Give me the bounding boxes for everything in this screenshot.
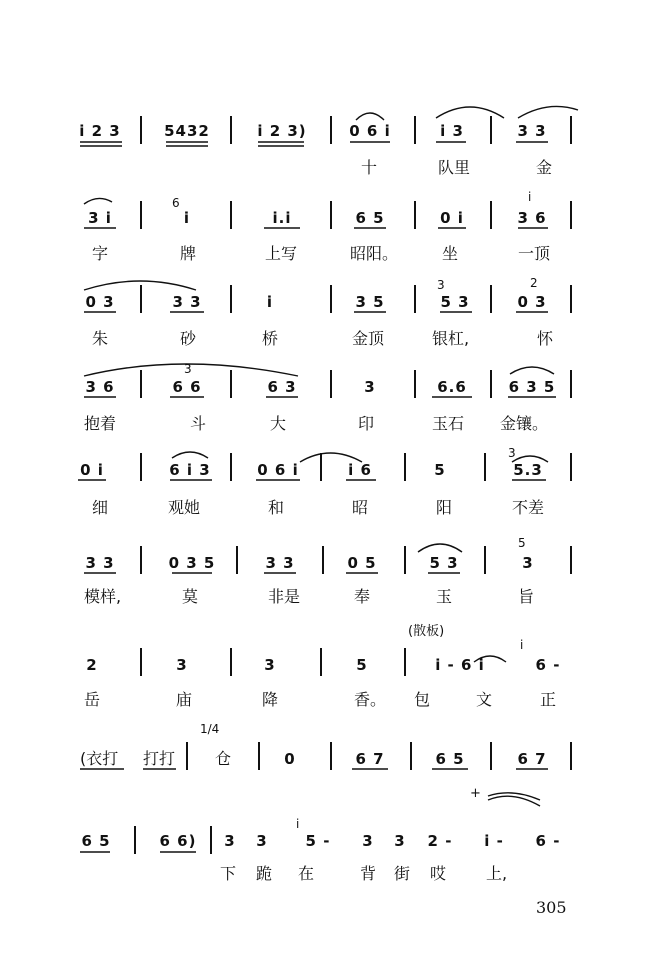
- note-group: 3: [394, 832, 406, 850]
- note-group: 6 7: [517, 750, 547, 768]
- note-group: 0 3: [517, 293, 547, 311]
- note-group: 3 3: [172, 293, 202, 311]
- note-group: 5 -: [305, 832, 331, 850]
- note-group: 0 6 i: [349, 122, 391, 140]
- lyric: 背: [360, 864, 377, 883]
- lyric: 细: [92, 498, 109, 517]
- lyric: 跪: [256, 864, 273, 883]
- note-group: 3 3: [517, 122, 547, 140]
- bar-line: [140, 116, 142, 144]
- lyric: 上写: [265, 244, 298, 263]
- page-number: 305: [536, 898, 567, 917]
- bar-line: [570, 116, 572, 144]
- note-group: 5 3: [429, 554, 459, 572]
- lyric: 包: [414, 690, 431, 709]
- grace-note: i: [520, 638, 524, 652]
- lyric: 阳: [436, 498, 453, 517]
- note-group: 5: [434, 461, 446, 479]
- note-group: 3: [176, 656, 188, 674]
- note-group: 3 5: [355, 293, 385, 311]
- note-group: 6.6: [437, 378, 467, 396]
- note-group: 6 3: [267, 378, 297, 396]
- note-group: 3 3: [265, 554, 295, 572]
- note-group: 3: [522, 554, 534, 572]
- bar-line: [404, 453, 406, 481]
- note-group: 3 i: [88, 209, 112, 227]
- note-group: 6 5: [355, 209, 385, 227]
- note-group: i.i: [272, 209, 292, 227]
- lyric: 金镶。: [500, 414, 549, 433]
- lyric: 文: [476, 690, 493, 709]
- lyric: 坐: [442, 244, 459, 263]
- lyric: 怀: [537, 329, 554, 348]
- bar-line: [140, 370, 142, 398]
- tempo-marking: (散板): [408, 624, 445, 639]
- lyric: 大: [270, 414, 287, 433]
- bar-line: [414, 370, 416, 398]
- lyric: 香。: [354, 690, 387, 709]
- grace-note: i: [528, 190, 532, 204]
- note-group: i 3: [440, 122, 464, 140]
- lyric: 和: [268, 498, 285, 517]
- note-group: 6 7: [355, 750, 385, 768]
- bar-line: [410, 742, 412, 770]
- note-group: 2: [86, 656, 98, 674]
- lyric: 玉石: [432, 414, 465, 433]
- bar-line: [186, 742, 188, 770]
- note-group: 3: [256, 832, 268, 850]
- lyric: 庙: [176, 690, 193, 709]
- bar-line: [230, 453, 232, 481]
- lyric: 岳: [84, 690, 101, 709]
- percussion-syllable: (衣打: [80, 749, 119, 768]
- lyric: 昭阳。: [350, 244, 399, 263]
- note-group: 3: [264, 656, 276, 674]
- bar-line: [404, 546, 406, 574]
- bar-line: [330, 370, 332, 398]
- lyric: 一顶: [518, 244, 551, 263]
- note-group: 2 -: [427, 832, 453, 850]
- note-group: i -: [484, 832, 504, 850]
- bar-line: [140, 285, 142, 313]
- lyric: 莫: [182, 587, 199, 606]
- note-group: 0 i: [80, 461, 104, 479]
- bar-line: [320, 453, 322, 481]
- note-group: 0 3: [85, 293, 115, 311]
- lyric: 在: [298, 864, 315, 883]
- note-group: 0: [284, 750, 296, 768]
- note-group: 0 3 5: [168, 554, 216, 572]
- bar-line: [230, 370, 232, 398]
- note-group: 5 3: [440, 293, 470, 311]
- lyric: 队里: [438, 158, 471, 177]
- bar-line: [490, 285, 492, 313]
- lyric: 昭: [352, 498, 369, 517]
- grace-note: 3: [437, 278, 445, 292]
- note-group: 0 i: [440, 209, 464, 227]
- bar-line: [414, 201, 416, 229]
- note-group: 6 3 5: [508, 378, 556, 396]
- note-group: 6 6): [159, 832, 197, 850]
- plus-marking: +: [470, 786, 481, 801]
- bar-line: [210, 826, 212, 854]
- note-group: 6 -: [535, 832, 561, 850]
- bar-line: [230, 648, 232, 676]
- bar-line: [330, 742, 332, 770]
- note-group: 3 6: [85, 378, 115, 396]
- note-group: i: [266, 293, 274, 311]
- lyric: 金顶: [352, 329, 385, 348]
- bar-line: [414, 285, 416, 313]
- bar-line: [140, 546, 142, 574]
- lyric: 砂: [180, 329, 197, 348]
- lyric: 正: [540, 690, 557, 709]
- lyric: 十: [361, 158, 378, 177]
- grace-note: 6: [172, 196, 180, 210]
- lyric: 桥: [262, 329, 279, 348]
- bar-line: [490, 201, 492, 229]
- lyric: 非是: [268, 587, 301, 606]
- lyric: 金: [536, 158, 553, 177]
- lyric: 不差: [512, 498, 545, 517]
- note-group: 5.3: [513, 461, 543, 479]
- bar-line: [570, 370, 572, 398]
- note-group: 3 3: [85, 554, 115, 572]
- lyric: 抱着: [84, 414, 117, 433]
- note-group: i 6: [348, 461, 372, 479]
- note-group: 6 6: [172, 378, 202, 396]
- bar-line: [322, 546, 324, 574]
- lyric: 字: [92, 244, 109, 263]
- grace-note: 3: [508, 446, 516, 460]
- lyric: 旨: [518, 587, 535, 606]
- bar-line: [490, 742, 492, 770]
- bar-line: [570, 453, 572, 481]
- bar-line: [134, 826, 136, 854]
- lyric: 降: [262, 690, 279, 709]
- note-group: 0 5: [347, 554, 377, 572]
- lyric: 奉: [354, 587, 371, 606]
- lyric: 下: [220, 864, 237, 883]
- note-group: 5: [356, 656, 368, 674]
- bar-line: [320, 648, 322, 676]
- lyric: 印: [358, 414, 375, 433]
- note-group: 3: [362, 832, 374, 850]
- bar-line: [258, 742, 260, 770]
- bar-line: [570, 742, 572, 770]
- bar-line: [230, 285, 232, 313]
- bar-line: [236, 546, 238, 574]
- percussion-syllable: 仓: [215, 749, 232, 768]
- bar-line: [230, 201, 232, 229]
- bar-line: [570, 285, 572, 313]
- grace-note: 5: [518, 536, 526, 550]
- bar-line: [484, 453, 486, 481]
- bar-line: [490, 116, 492, 144]
- time-signature: 1/4: [200, 722, 220, 736]
- grace-note: i: [296, 817, 300, 831]
- note-group: i - 6 i: [435, 656, 485, 674]
- lyric: 街: [394, 864, 411, 883]
- lyric: 玉: [436, 587, 453, 606]
- lyric: 朱: [92, 329, 109, 348]
- note-group: 3 6: [517, 209, 547, 227]
- bar-line: [404, 648, 406, 676]
- lyric: 上,: [486, 864, 508, 883]
- lyric: 银杠,: [432, 329, 470, 348]
- bar-line: [484, 546, 486, 574]
- grace-note: 3: [184, 362, 192, 376]
- bar-line: [330, 201, 332, 229]
- note-group: 3: [224, 832, 236, 850]
- note-group: 0 6 i: [257, 461, 299, 479]
- note-group: 6 i 3: [169, 461, 211, 479]
- note-group: i 2 3): [257, 122, 307, 140]
- bar-line: [140, 648, 142, 676]
- note-group: 6 5: [81, 832, 111, 850]
- note-group: 3: [364, 378, 376, 396]
- bar-line: [230, 116, 232, 144]
- note-group: 5432: [164, 122, 210, 140]
- bar-line: [414, 116, 416, 144]
- grace-note: 2: [530, 276, 538, 290]
- lyric: 模样,: [84, 587, 122, 606]
- lyric: 哎: [430, 864, 447, 883]
- bar-line: [140, 453, 142, 481]
- lyric: 斗: [190, 414, 207, 433]
- bar-line: [570, 546, 572, 574]
- note-group: 6 5: [435, 750, 465, 768]
- note-group: i: [183, 209, 191, 227]
- lyric: 牌: [180, 244, 197, 263]
- bar-line: [490, 370, 492, 398]
- note-group: 6 -: [535, 656, 561, 674]
- bar-line: [330, 116, 332, 144]
- bar-line: [140, 201, 142, 229]
- bar-line: [330, 285, 332, 313]
- bar-line: [570, 201, 572, 229]
- percussion-syllable: 打打: [143, 749, 176, 768]
- lyric: 观她: [168, 498, 201, 517]
- note-group: i 2 3: [79, 122, 121, 140]
